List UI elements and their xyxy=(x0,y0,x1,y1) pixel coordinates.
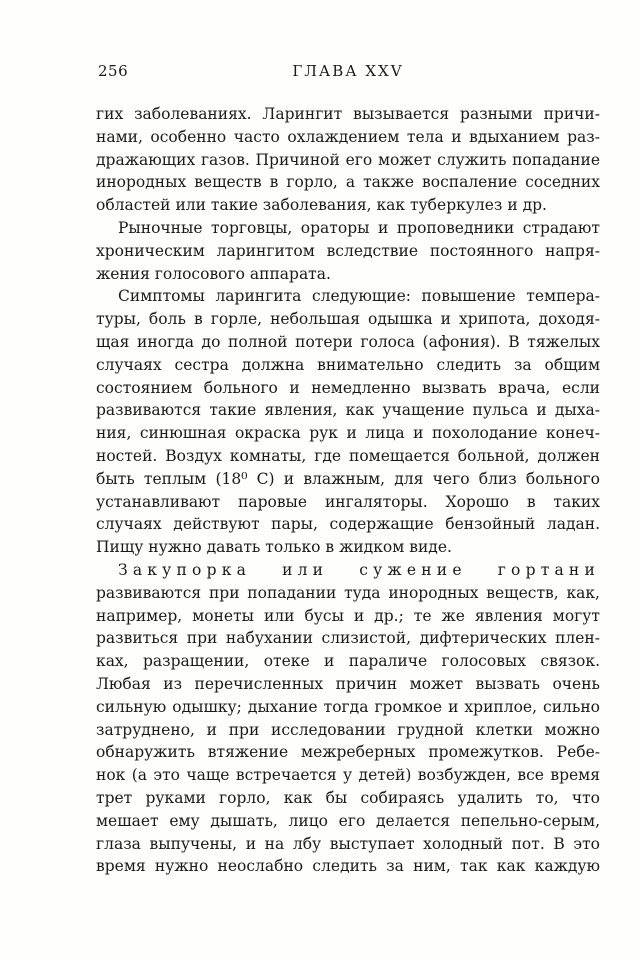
text-line: ния, синюшная окраска рук и лица и похолодание конеч- xyxy=(96,424,600,443)
page-number: 256 xyxy=(98,62,129,80)
text-line: время нужно неослабно следить за ним, так как каждую xyxy=(96,857,600,876)
text-line: нами, особенно часто охлаждением тела и вдыханием раз- xyxy=(96,127,600,146)
text-line: Симптомы ларингита следующие: повышение темпера- xyxy=(118,287,600,306)
text-line: затруднено, и при исследовании грудной клетки можно xyxy=(96,720,600,739)
text-line: сильную одышку; дыхание тогда громкое и хриплое, сильно xyxy=(96,697,600,716)
text-line: глаза выпучены, и на лбу выступает холодный пот. В это xyxy=(96,834,600,853)
text-line: трет руками горло, как бы собираясь удалить то, что xyxy=(96,788,600,807)
text-line: инородных веществ в горло, а также воспаление соседних xyxy=(96,173,600,192)
text-line: развиваются при попадании туда инородных веществ, как, xyxy=(96,583,600,602)
text-line: состоянием больного и немедленно вызвать врача, если xyxy=(96,378,600,397)
text-line: случаях действуют пары, содержащие бензойный ладан. xyxy=(96,515,600,534)
text-line: дражающих газов. Причиной его может служить попадание xyxy=(96,150,600,169)
text-line: случаях сестра должна внимательно следить за общим xyxy=(96,355,600,374)
page-header xyxy=(98,62,598,86)
text-line: ностей. Воздух комнаты, где помещается больной, должен xyxy=(96,446,600,465)
section-heading: Закупорка или сужение гортани xyxy=(118,560,600,579)
text-line: нок (а это чаще встречается у детей) возбужден, все время xyxy=(96,766,600,785)
text-line: Пищу нужно давать только в жидком виде. xyxy=(96,538,452,557)
text-line: областей или такие заболевания, как туберкулез и др. xyxy=(96,196,547,215)
text-line: ках, разращении, отеке и параличе голосовых связок. xyxy=(96,652,600,671)
text-line: Любая из перечисленных причин может вызвать очень xyxy=(96,674,600,693)
text-line: гих заболеваниях. Ларингит вызывается разными причи- xyxy=(96,105,600,123)
text-line: развиться при набухании слизистой, дифтерических плен- xyxy=(96,629,600,648)
chapter-title: ГЛАВА XXV xyxy=(292,62,404,80)
text-line: хроническим ларингитом вследствие постоянного напря- xyxy=(96,241,600,260)
text-line: Рыночные торговцы, ораторы и проповедники страдают xyxy=(118,218,600,237)
text-line: развиваются такие явления, как учащение пульса и дыха- xyxy=(96,401,600,420)
text-line: например, монеты или бусы и др.; те же явления могут xyxy=(96,606,600,625)
text-line: жения голосового аппарата. xyxy=(96,264,331,283)
text-line: мешает ему дышать, лицо его делается пепельно-серым, xyxy=(96,811,600,830)
body-text xyxy=(96,103,600,878)
text-line: туры, боль в горле, небольшая одышка и хрипота, доходя- xyxy=(96,310,600,329)
text-line: быть теплым (18⁰ С) и влажным, для чего близ больного xyxy=(96,469,600,488)
text-line: щая иногда до полной потери голоса (афония). В тяжелых xyxy=(96,332,600,351)
text-line: обнаружить втяжение межреберных промежутков. Ребе- xyxy=(96,743,600,762)
text-line: устанавливают паровые ингаляторы. Хорошо в таких xyxy=(96,492,600,511)
